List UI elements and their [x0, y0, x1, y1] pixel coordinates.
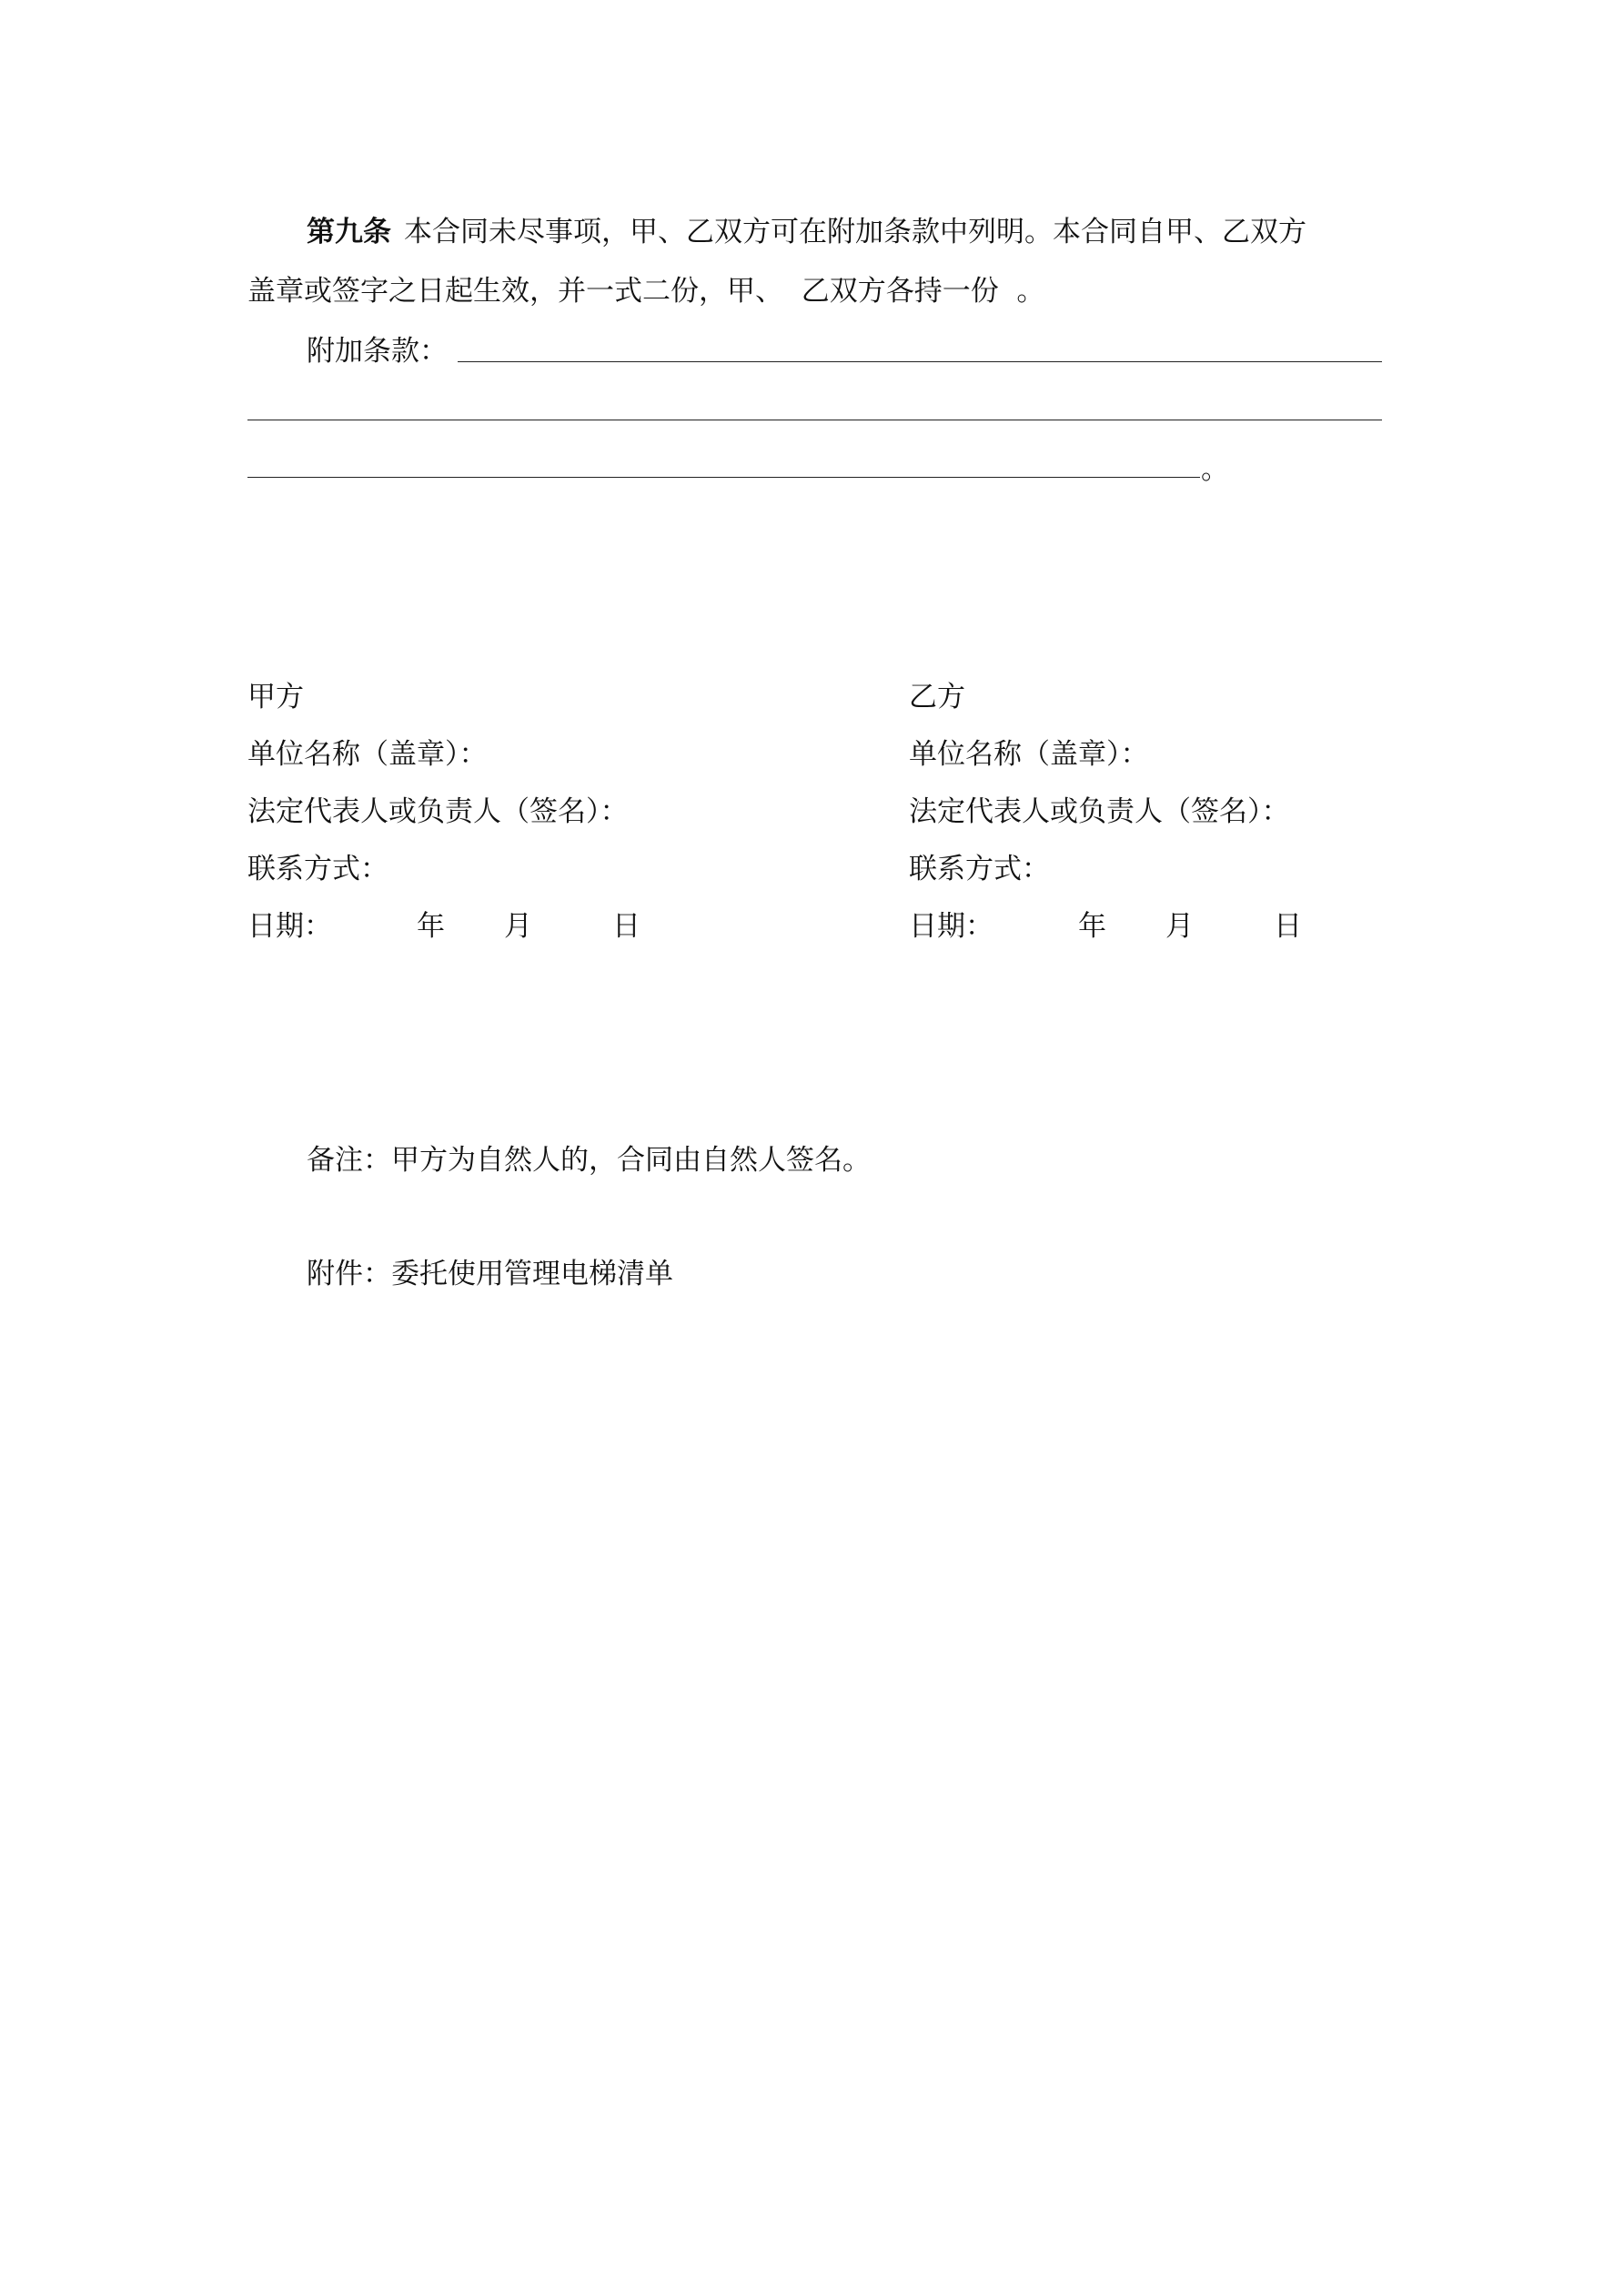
- additional-terms-end-mark: 。: [1201, 453, 1229, 486]
- party-a-unit-name: 单位名称（盖章）：: [247, 738, 488, 771]
- party-b-year: 年: [1078, 910, 1106, 943]
- note: 备注：甲方为自然人的，合同由自然人签名。: [307, 1144, 871, 1177]
- additional-terms-blank-3[interactable]: [247, 477, 1200, 478]
- additional-terms-label: 附加条款：: [307, 335, 448, 368]
- party-a-month: 月: [504, 910, 532, 943]
- article9-number: 第九条: [307, 216, 391, 248]
- attachment: 附件：委托使用管理电梯清单: [307, 1258, 673, 1290]
- article9-text-line2: 盖章或签字之日起生效，并一式二份，甲、 乙双方各持一份 。: [247, 275, 1045, 308]
- party-b-title: 乙方: [909, 681, 965, 713]
- party-a-representative: 法定代表人或负责人（签名）：: [247, 795, 629, 828]
- party-b-representative: 法定代表人或负责人（签名）：: [909, 795, 1290, 828]
- additional-terms-blank-1[interactable]: [458, 361, 1382, 362]
- party-b-unit-name: 单位名称（盖章）：: [909, 738, 1149, 771]
- article9-text-line1: 本合同未尽事项，甲、乙双方可在附加条款中列明。本合同自甲、乙双方: [404, 216, 1306, 248]
- party-a-title: 甲方: [247, 681, 304, 713]
- article9-line1: [307, 212, 1306, 252]
- party-b-month: 月: [1165, 910, 1194, 943]
- party-a-contact: 联系方式：: [247, 853, 388, 885]
- party-b-contact: 联系方式：: [909, 853, 1050, 885]
- party-a-day: 日: [612, 910, 641, 943]
- party-a-date-label: 日期：: [247, 910, 332, 943]
- party-b-date-label: 日期：: [909, 910, 994, 943]
- party-b-day: 日: [1274, 910, 1302, 943]
- party-a-year: 年: [417, 910, 445, 943]
